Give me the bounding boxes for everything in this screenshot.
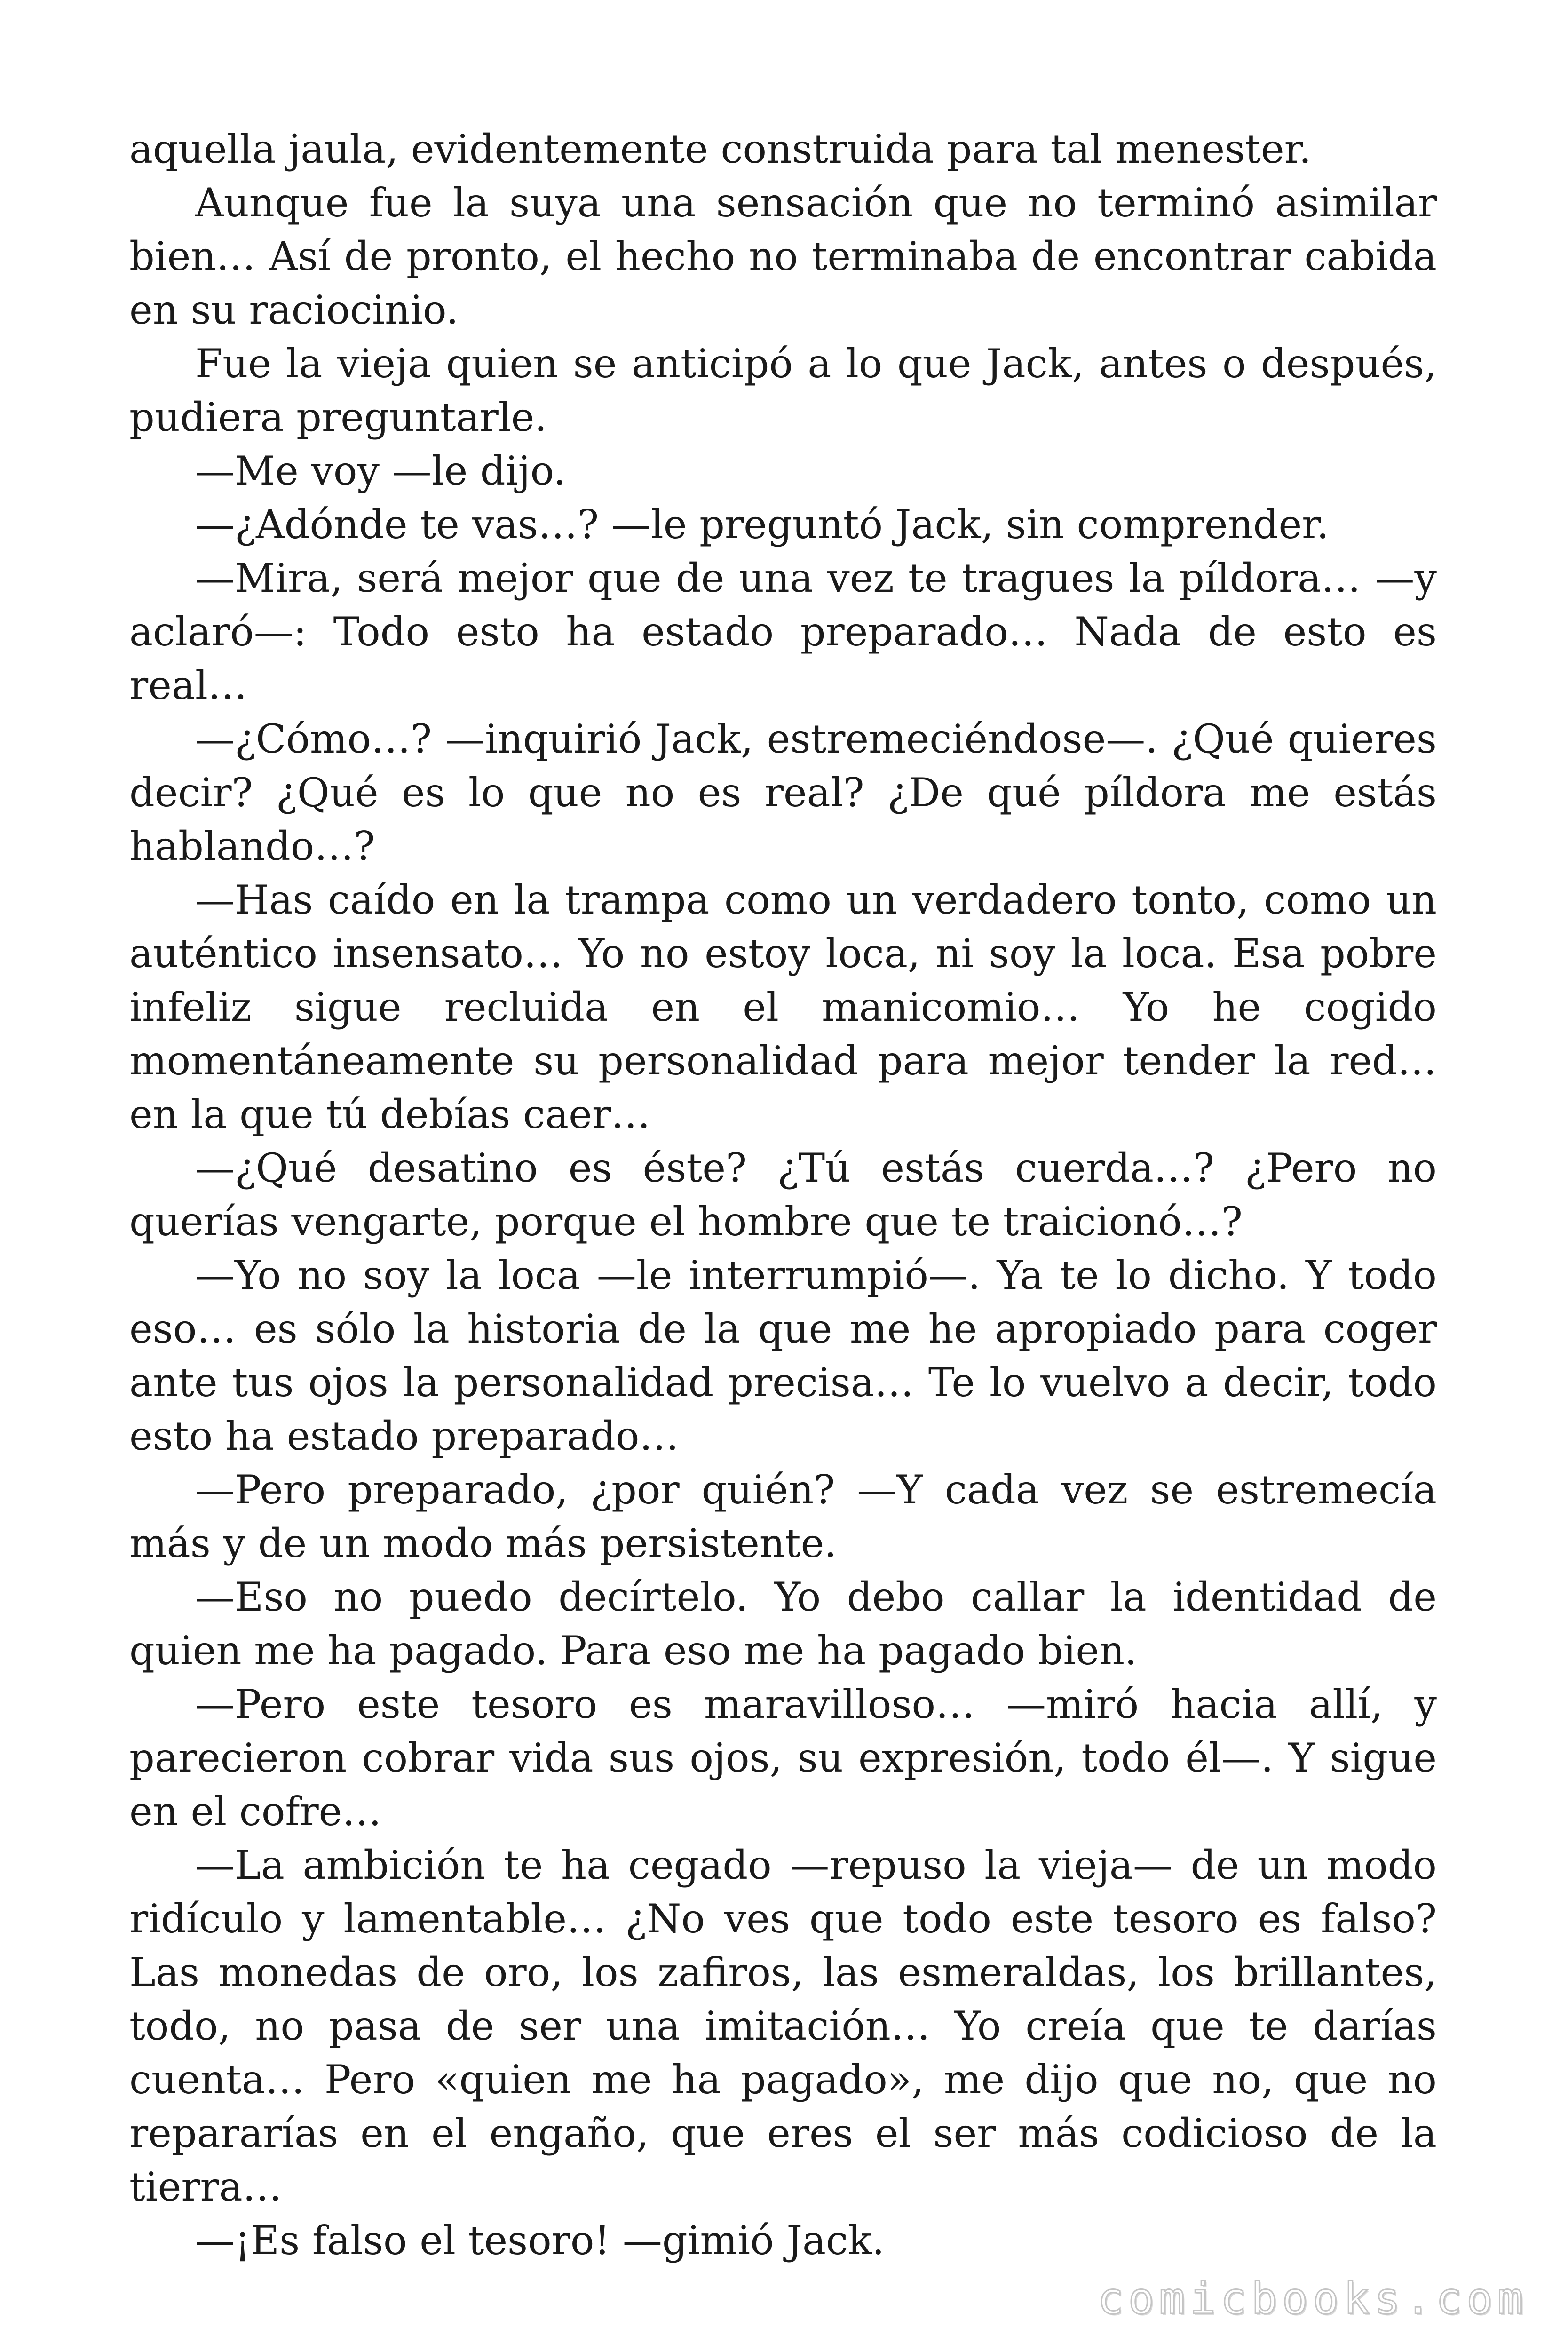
paragraph: Fue la vieja quien se anticipó a lo que Jack, antes o después, pudiera preguntarle. [129,341,1437,440]
paragraph: —Has caído en la trampa como un verdadero tonto, como un auténtico insensato… Yo no estoy loca, ni soy la loca. Esa pobre infeliz sigue recluida en el manicomio… Yo he cogido momentáneamente su personalidad para mejor tender la red… en la que tú debías caer… [129,877,1437,1137]
watermark: comicbooks.com [1097,2273,1528,2324]
paragraph: —Mira, será mejor que de una vez te tragues la píldora… —y aclaró—: Todo esto ha estado preparado… Nada de esto es real… [129,555,1437,708]
text-body [129,122,1437,2267]
paragraph: —Me voy —le dijo. [195,448,566,494]
paragraph: —Pero este tesoro es maravilloso… —miró hacia allí, y parecieron cobrar vida sus ojos, su expresión, todo él—. Y sigue en el cofre… [129,1681,1437,1835]
paragraph: —Pero preparado, ¿por quién? —Y cada vez se estremecía más y de un modo más persistente. [129,1467,1437,1566]
paragraph: —¡Es falso el tesoro! —gimió Jack. [195,2217,885,2264]
paragraph: —Eso no puedo decírtelo. Yo debo callar la identidad de quien me ha pagado. Para eso me ha pagado bien. [129,1574,1437,1674]
paragraph: —¿Adónde te vas…? —le preguntó Jack, sin comprender. [195,501,1329,548]
paragraph: —¿Qué desatino es éste? ¿Tú estás cuerda…? ¿Pero no querías vengarte, porque el hombre que te traicionó…? [129,1145,1437,1245]
paragraph: —Yo no soy la loca —le interrumpió—. Ya te lo dicho. Y todo eso… es sólo la historia de la que me he apropiado para coger ante tus ojos la personalidad precisa… Te lo vuelvo a decir, todo esto ha estado preparado… [129,1252,1437,1459]
paragraph: —La ambición te ha cegado —repuso la vieja— de un modo ridículo y lamentable… ¿No ves que todo este tesoro es falso? Las monedas de oro, los zafiros, las esmeraldas, los brillantes, todo, no pasa de ser una imitación… Yo creía que te darías cuenta… Pero «quien me ha pagado», me dijo que no, que no repararías en el engaño, que eres el ser más codicioso de la tierra… [129,1842,1437,2210]
paragraph: aquella jaula, evidentemente construida para tal menester. [129,126,1312,172]
paragraph: Aunque fue la suya una sensación que no terminó asimilar bien… Así de pronto, el hecho no terminaba de encontrar cabida en su raciocinio. [129,180,1437,333]
paragraph: —¿Cómo…? —inquirió Jack, estremeciéndose—. ¿Qué quieres decir? ¿Qué es lo que no es real? ¿De qué píldora me estás hablando…? [129,716,1437,869]
